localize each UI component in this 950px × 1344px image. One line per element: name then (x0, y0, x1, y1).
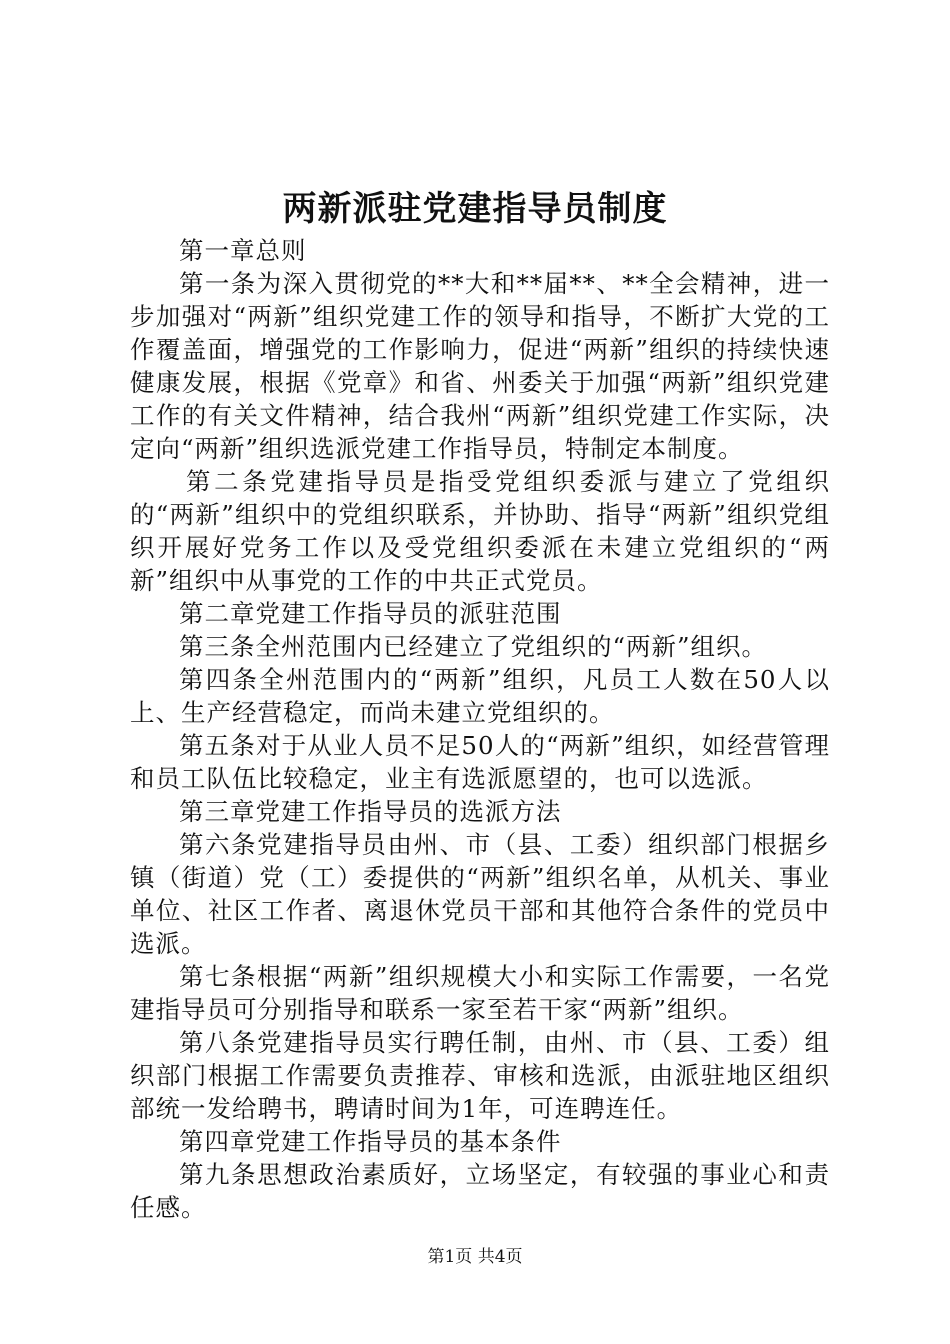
article-7: 第七条根据“两新”组织规模大小和实际工作需要，一名党建指导员可分别指导和联系一家至若干家“两新”组织。 (130, 962, 830, 1024)
article-9: 第九条思想政治素质好，立场坚定，有较强的事业心和责任感。 (130, 1160, 830, 1222)
chapter-2-heading: 第二章党建工作指导员的派驻范围 (179, 599, 562, 628)
article-5: 第五条对于从业人员不足50人的“两新”组织，如经营管理和员工队伍比较稳定，业主有选派愿望的，也可以选派。 (130, 731, 830, 793)
article-6: 第六条党建指导员由州、市（县、工委）组织部门根据乡镇（街道）党（工）委提供的“两新”组织名单，从机关、事业单位、社区工作者、离退休党员干部和其他符合条件的党员中选派。 (130, 830, 830, 958)
article-1: 第一条为深入贯彻党的**大和**届**、**全会精神，进一步加强对“两新”组织党建工作的领导和指导，不断扩大党的工作覆盖面，增强党的工作影响力，促进“两新”组织的持续快速健康发展，根据《党章》和省、州委关于加强“两新”组织党建工作的有关文件精神，结合我州“两新”组织党建工作实际，决定向“两新”组织选派党建工作指导员，特制定本制度。 (130, 269, 830, 463)
chapter-1-heading: 第一章总则 (179, 236, 307, 265)
document-title: 两新派驻党建指导员制度 (282, 189, 668, 229)
document-body (130, 234, 830, 1224)
article-2: 第二条党建指导员是指受党组织委派与建立了党组织的“两新”组织中的党组织联系，并协助、指导“两新”组织党组织开展好党务工作以及受党组织委派在未建立党组织的“两新”组织中从事党的工作的中共正式党员。 (130, 467, 830, 595)
article-8: 第八条党建指导员实行聘任制，由州、市（县、工委）组织部门根据工作需要负责推荐、审核和选派，由派驻地区组织部统一发给聘书，聘请时间为1年，可连聘连任。 (130, 1028, 830, 1123)
article-4: 第四条全州范围内的“两新”组织，凡员工人数在50人以上、生产经营稳定，而尚未建立党组织的。 (130, 665, 830, 727)
chapter-3-heading: 第三章党建工作指导员的选派方法 (179, 797, 562, 826)
page-number-footer: 第1页 共4页 (427, 1247, 523, 1267)
chapter-4-heading: 第四章党建工作指导员的基本条件 (179, 1127, 562, 1156)
article-3: 第三条全州范围内已经建立了党组织的“两新”组织。 (179, 632, 768, 661)
